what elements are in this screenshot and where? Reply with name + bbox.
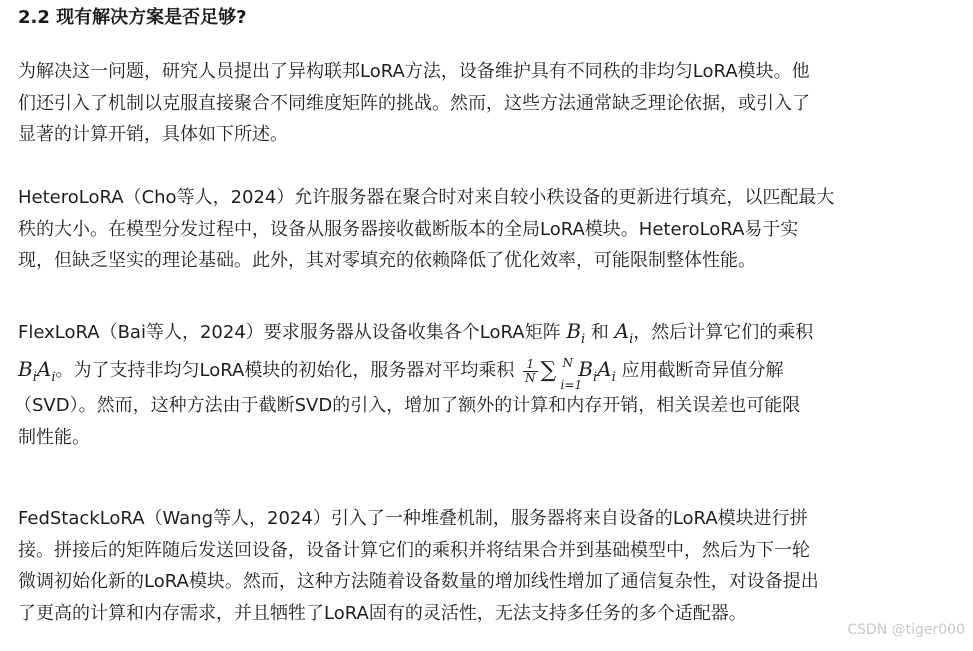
- paragraph-line: 制性能。: [18, 426, 90, 448]
- section-heading: 2.2 现有解决方案是否足够?: [18, 7, 247, 28]
- inline-text: 和: [585, 322, 615, 343]
- paragraph-3: [14, 315, 968, 453]
- paragraph-line: 显著的计算开销，具体如下所述。: [18, 124, 288, 145]
- paragraph-line: HeteroLoRA（Cho等人，2024）允许服务器在聚合时对来自较小秩设备的更新进行填充，以匹配最大: [18, 187, 835, 208]
- paragraph-line: （SVD）。然而，这种方法由于截断SVD的引入，增加了额外的计算和内存开销，相关误差也可能限: [14, 395, 801, 416]
- math-b-i: $B_i$: [566, 319, 586, 347]
- inline-text: 。为了支持非均匀LoRA模块的初始化，服务器对平均乘积: [55, 360, 521, 381]
- paragraph-line: 秩的大小。在模型分发过程中，设备从服务器接收截断版本的全局LoRA模块。HeteroLoRA易于实: [18, 218, 799, 240]
- paragraph-line: 了更高的计算和内存需求，并且牺牲了LoRA固有的灵活性，无法支持多任务的多个适配器。: [18, 602, 747, 624]
- inline-text: 应用截断奇异值分解: [615, 360, 784, 381]
- csdn-watermark: CSDN @tiger000: [847, 622, 965, 638]
- inline-text: ，然后计算它们的乘积: [633, 322, 814, 343]
- inline-text: FlexLoRA（Bai等人，2024）要求服务器从设备收集各个LoRA矩阵: [18, 322, 567, 343]
- paragraph-line: 接。拼接后的矩阵随后发送回设备，设备计算它们的乘积并将结果合并到基础模型中，然后为下一轮: [18, 539, 810, 561]
- paragraph-line: [18, 315, 968, 348]
- paragraph-1: [18, 56, 968, 151]
- document-body: [18, 0, 968, 30]
- paragraph-line: 为解决这一问题，研究人员提出了异构联邦LoRA方法，设备维护具有不同秩的非均匀LoRA模块。他: [18, 61, 810, 82]
- paragraph-line: 微调初始化新的LoRA模块。然而，这种方法随着设备数量的增加线性增加了通信复杂性，对设备提出: [18, 571, 819, 592]
- paragraph-2: [18, 182, 968, 277]
- paragraph-4: [18, 503, 968, 629]
- math-b-i-a-i: $B_iA_i$: [578, 357, 616, 385]
- math-b-i-a-i: $B_iA_i$: [18, 357, 56, 385]
- paragraph-line: 现，但缺乏坚实的理论基础。此外，其对零填充的依赖降低了优化效率，可能限制整体性能。: [18, 250, 756, 271]
- paragraph-line: [18, 348, 968, 390]
- paragraph-line: FedStackLoRA（Wang等人，2024）引入了一种堆叠机制，服务器将来自设备的LoRA模块进行拼: [18, 508, 808, 529]
- paragraph-line: 们还引入了机制以克服直接聚合不同维度矩阵的挑战。然而，这些方法通常缺乏理论依据，或引入了: [18, 92, 810, 114]
- math-a-i: $A_i$: [614, 319, 634, 347]
- math-fraction: $\frac{1}{N}$: [525, 356, 536, 385]
- math-summation: ∑ N i=1: [540, 356, 583, 392]
